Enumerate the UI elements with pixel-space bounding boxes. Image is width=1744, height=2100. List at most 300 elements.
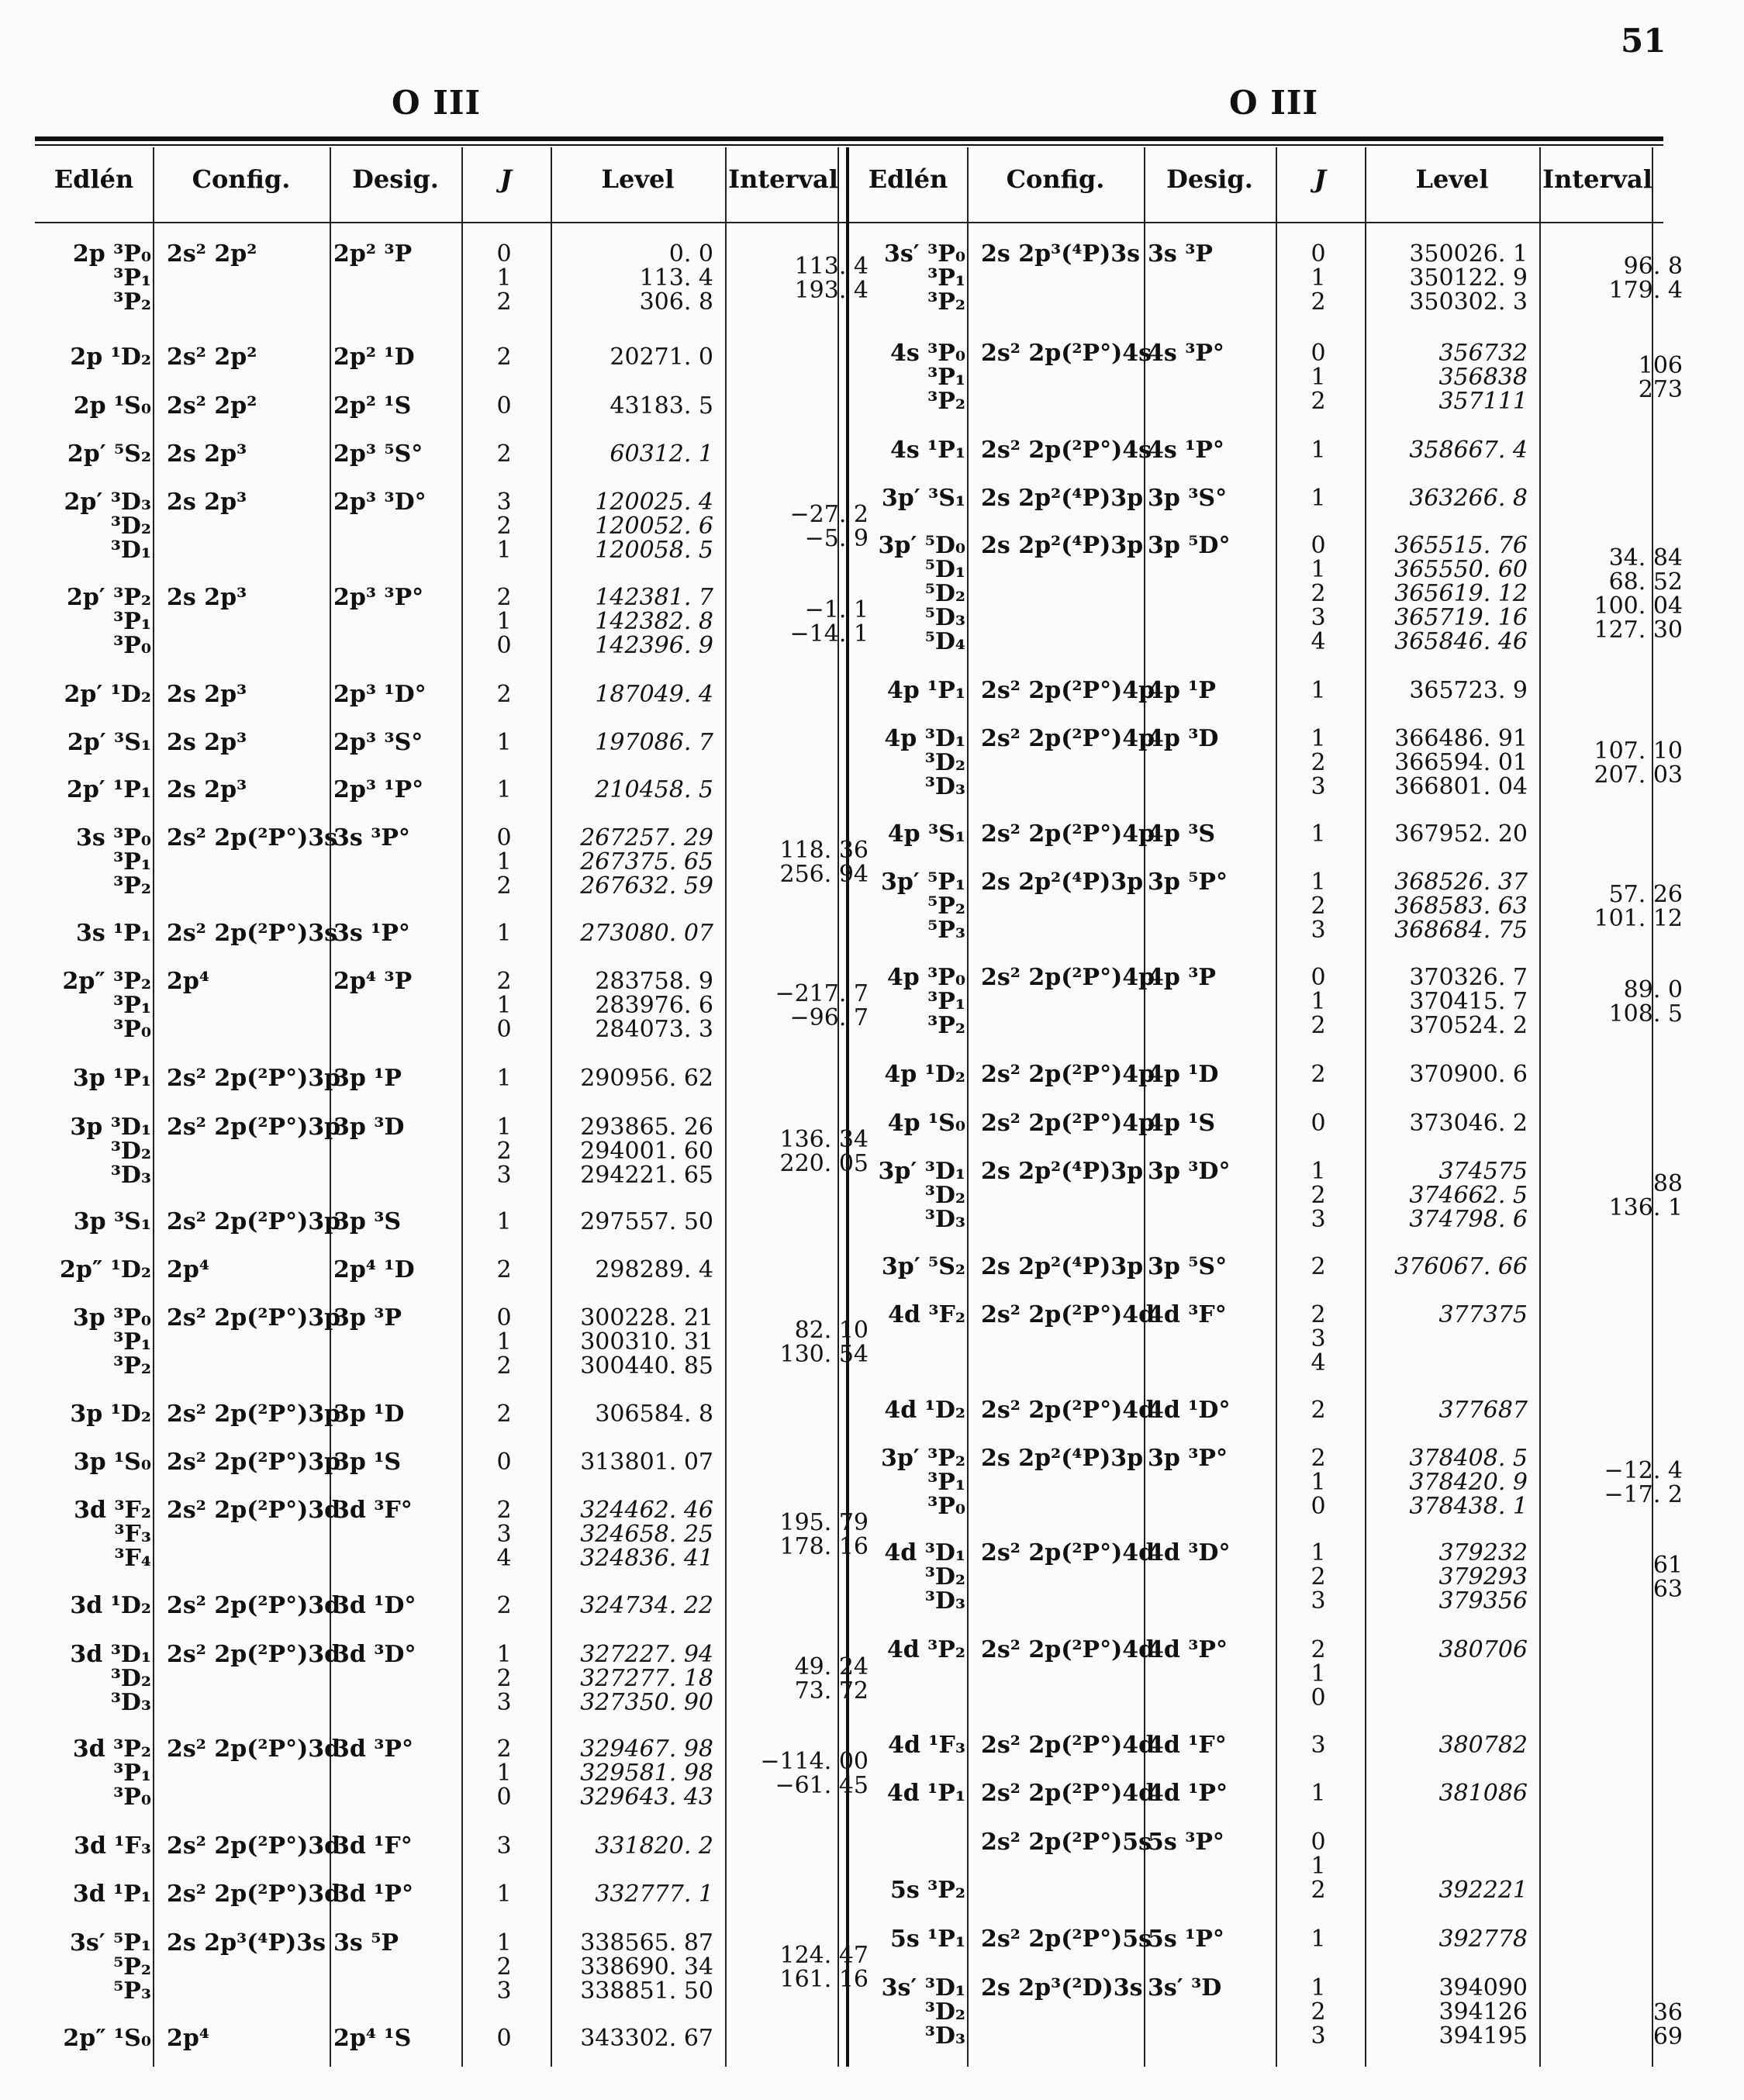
level-cell: 283976. 6 xyxy=(595,992,713,1019)
edlen-cell: ³P₁ xyxy=(927,364,965,391)
desig-cell: 3p ³D° xyxy=(1148,1158,1231,1185)
config-cell: 2s 2p²(⁴P)3p xyxy=(981,1445,1144,1472)
level-cell: 394090 xyxy=(1438,1974,1528,2002)
edlen-cell: 3p ³S₁ xyxy=(73,1208,151,1235)
j-cell: 4 xyxy=(1311,1349,1326,1376)
level-cell: 120025. 4 xyxy=(595,489,713,516)
energy-level-table-right xyxy=(849,147,1683,2067)
intv-cell: 36 xyxy=(1652,1999,1683,2026)
spectrum-title-left: O III xyxy=(392,84,482,122)
j-cell: 2 xyxy=(1311,288,1326,316)
j-cell: 2 xyxy=(496,1665,512,1692)
edlen-cell: 2p″ ¹S₀ xyxy=(63,2025,151,2052)
level-cell: 300310. 31 xyxy=(580,1328,713,1356)
intv-cell: −61. 45 xyxy=(775,1772,869,1799)
config-cell: 2s 2p²(⁴P)3p xyxy=(981,869,1144,896)
edlen-cell: 3p ¹P₁ xyxy=(72,1065,151,1092)
j-cell: 3 xyxy=(1311,1732,1326,1759)
level-cell: 366486. 91 xyxy=(1394,725,1528,752)
edlen-cell: ³P₁ xyxy=(113,1328,151,1356)
edlen-cell: 3d ¹D₂ xyxy=(70,1592,151,1619)
column-divider xyxy=(461,147,463,2067)
edlen-cell: ³F₄ xyxy=(114,1545,151,1572)
j-cell: 3 xyxy=(1311,1587,1326,1615)
config-cell: 2s² 2p(²P°)4d xyxy=(981,1397,1155,1424)
intv-cell: 68. 52 xyxy=(1608,568,1683,596)
level-cell: 327277. 18 xyxy=(580,1665,713,1692)
intv-cell: 61 xyxy=(1652,1552,1683,1579)
config-cell: 2s² 2p(²P°)4d xyxy=(981,1780,1155,1807)
column-header-interval: Interval xyxy=(1542,164,1652,194)
intv-cell: 57. 26 xyxy=(1608,881,1683,908)
level-cell: 329643. 43 xyxy=(580,1784,713,1811)
level-cell: 313801. 07 xyxy=(580,1449,713,1476)
desig-cell: 3p ¹D xyxy=(333,1401,405,1428)
level-cell: 378408. 5 xyxy=(1409,1445,1528,1472)
j-cell: 2 xyxy=(1311,1301,1326,1328)
level-cell: 379293 xyxy=(1438,1563,1528,1591)
level-cell: 365846. 46 xyxy=(1394,628,1528,655)
j-cell: 2 xyxy=(1311,1397,1326,1424)
config-cell: 2s² 2p(²P°)4p xyxy=(981,1110,1155,1137)
intv-cell: −17. 2 xyxy=(1604,1481,1683,1508)
j-cell: 3 xyxy=(1311,604,1326,631)
intv-cell: 73. 72 xyxy=(794,1677,869,1705)
j-cell: 2 xyxy=(496,584,512,611)
desig-cell: 3p ¹P xyxy=(333,1065,402,1092)
j-cell: 2 xyxy=(496,1497,512,1524)
page-number: 51 xyxy=(1621,22,1666,60)
config-cell: 2s² 2p(²P°)3d xyxy=(167,1832,341,1860)
level-cell: 142396. 9 xyxy=(595,632,713,659)
intv-cell: 106 xyxy=(1638,352,1683,379)
config-cell: 2s² 2p(²P°)3d xyxy=(167,1881,341,1908)
edlen-cell: 3s′ ³D₁ xyxy=(881,1974,965,2002)
column-divider xyxy=(153,147,154,2067)
config-cell: 2s² 2p(²P°)3s xyxy=(167,920,338,947)
desig-cell: 2p³ ³S° xyxy=(333,729,423,756)
level-cell: 380706 xyxy=(1438,1636,1528,1663)
intv-cell: −12. 4 xyxy=(1604,1457,1683,1484)
level-cell: 343302. 67 xyxy=(580,2025,713,2052)
j-cell: 1 xyxy=(1311,1469,1326,1496)
level-cell: 365515. 76 xyxy=(1394,532,1528,559)
intv-cell: 96. 8 xyxy=(1623,253,1683,280)
header-underline xyxy=(849,222,1663,223)
edlen-cell: ³D₃ xyxy=(110,1162,151,1189)
edlen-cell: 3d ³P₂ xyxy=(72,1736,151,1763)
edlen-cell: 3s′ ⁵P₁ xyxy=(70,1929,151,1957)
edlen-cell: 4d ¹P₁ xyxy=(886,1780,965,1807)
edlen-cell: 4s ¹P₁ xyxy=(889,437,965,464)
intv-cell: 34. 84 xyxy=(1608,544,1683,572)
j-cell: 3 xyxy=(1311,773,1326,800)
j-cell: 2 xyxy=(496,872,512,900)
column-header-config: Config. xyxy=(1006,164,1105,194)
desig-cell: 4d ¹P° xyxy=(1148,1780,1228,1807)
j-cell: 1 xyxy=(496,1641,512,1668)
level-cell: 368526. 37 xyxy=(1394,869,1528,896)
level-cell: 365723. 9 xyxy=(1409,677,1528,704)
config-cell: 2s² 2p(²P°)4p xyxy=(981,1061,1155,1088)
config-cell: 2s 2p³ xyxy=(167,489,247,516)
column-divider xyxy=(1365,147,1366,2067)
column-header-edlen: Edlén xyxy=(54,164,134,194)
intv-cell: −14. 1 xyxy=(789,620,869,648)
level-cell: 368583. 63 xyxy=(1394,893,1528,920)
edlen-cell: 3p ³P₀ xyxy=(72,1304,151,1331)
config-cell: 2s 2p²(⁴P)3p xyxy=(981,532,1144,559)
desig-cell: 3s ³P° xyxy=(333,824,410,851)
edlen-cell: ³D₂ xyxy=(110,1138,151,1165)
edlen-cell: ³D₃ xyxy=(924,1587,965,1615)
edlen-cell: 2p′ ³P₂ xyxy=(66,584,151,611)
j-cell: 1 xyxy=(1311,820,1326,848)
config-cell: 2s² 2p(²P°)3p xyxy=(167,1208,341,1235)
j-cell: 1 xyxy=(496,920,512,947)
column-header-config: Config. xyxy=(192,164,291,194)
edlen-cell: ³D₃ xyxy=(924,773,965,800)
level-cell: 284073. 3 xyxy=(595,1016,713,1043)
level-cell: 338851. 50 xyxy=(580,1977,713,2005)
edlen-cell: ⁵D₄ xyxy=(924,628,965,655)
level-cell: 324658. 25 xyxy=(580,1521,713,1548)
edlen-cell: ³P₀ xyxy=(113,1784,151,1811)
edlen-cell: 2p″ ³P₂ xyxy=(62,968,151,995)
level-cell: 367952. 20 xyxy=(1394,820,1528,848)
edlen-cell: 2p″ ¹D₂ xyxy=(60,1256,151,1283)
edlen-cell: 4d ³D₁ xyxy=(884,1539,965,1566)
edlen-cell: ⁵P₂ xyxy=(113,1953,151,1981)
j-cell: 0 xyxy=(496,1449,512,1476)
edlen-cell: ⁵D₃ xyxy=(924,604,965,631)
j-cell: 1 xyxy=(496,1065,512,1092)
desig-cell: 3s ¹P° xyxy=(333,920,410,947)
level-cell: 350302. 3 xyxy=(1409,288,1528,316)
desig-cell: 3s ³P xyxy=(1148,240,1213,268)
intv-cell: 69 xyxy=(1652,2023,1683,2050)
intv-cell: −96. 7 xyxy=(789,1004,869,1031)
j-cell: 3 xyxy=(1311,1206,1326,1233)
edlen-cell: 4s ³P₀ xyxy=(889,340,965,367)
desig-cell: 4d ¹D° xyxy=(1148,1397,1231,1424)
intv-cell: 113. 4 xyxy=(794,253,869,280)
desig-cell: 5s ³P° xyxy=(1148,1829,1224,1856)
level-cell: 142381. 7 xyxy=(595,584,713,611)
config-cell: 2s² 2p(²P°)5s xyxy=(981,1829,1152,1856)
level-cell: 306584. 8 xyxy=(595,1401,713,1428)
level-cell: 338565. 87 xyxy=(580,1929,713,1957)
intv-cell: 49. 24 xyxy=(794,1653,869,1680)
j-cell: 2 xyxy=(1311,1877,1326,1904)
edlen-cell: 5s ¹P₁ xyxy=(889,1926,965,1953)
column-header-j: J xyxy=(1314,164,1327,194)
j-cell: 4 xyxy=(496,1545,512,1572)
j-cell: 1 xyxy=(1311,1158,1326,1185)
edlen-cell: 4p ¹S₀ xyxy=(887,1110,965,1137)
j-cell: 3 xyxy=(1311,1325,1326,1352)
config-cell: 2s 2p³ xyxy=(167,776,247,803)
j-cell: 2 xyxy=(496,1138,512,1165)
intv-cell: 101. 12 xyxy=(1594,905,1683,932)
j-cell: 1 xyxy=(1311,1539,1326,1566)
edlen-cell: ³P₀ xyxy=(113,1016,151,1043)
edlen-cell: 4d ³F₂ xyxy=(888,1301,965,1328)
edlen-cell: 2p′ ⁵S₂ xyxy=(67,440,151,468)
level-cell: 358667. 4 xyxy=(1409,437,1528,464)
j-cell: 2 xyxy=(1311,1563,1326,1591)
column-header-edlen: Edlén xyxy=(868,164,948,194)
edlen-cell: 2p ³P₀ xyxy=(72,240,151,268)
edlen-cell: ³D₂ xyxy=(924,749,965,776)
j-cell: 1 xyxy=(1311,437,1326,464)
edlen-cell: 4p ³S₁ xyxy=(887,820,965,848)
desig-cell: 4p ¹D xyxy=(1148,1061,1219,1088)
j-cell: 0 xyxy=(1311,532,1326,559)
edlen-cell: 3s′ ³P₀ xyxy=(884,240,965,268)
j-cell: 2 xyxy=(496,1592,512,1619)
edlen-cell: 3d ¹P₁ xyxy=(72,1881,151,1908)
j-cell: 1 xyxy=(496,1328,512,1356)
column-header-j: J xyxy=(499,164,513,194)
edlen-cell: 2p ¹S₀ xyxy=(73,392,151,420)
desig-cell: 2p³ ⁵S° xyxy=(333,440,423,468)
config-cell: 2s² 2p(²P°)4p xyxy=(981,677,1155,704)
j-cell: 1 xyxy=(1311,988,1326,1015)
intv-cell: 124. 47 xyxy=(779,1942,869,1969)
j-cell: 1 xyxy=(1311,485,1326,512)
edlen-cell: 3d ³D₁ xyxy=(70,1641,151,1668)
column-divider xyxy=(1539,147,1541,2067)
edlen-cell: ³P₂ xyxy=(927,288,965,316)
j-cell: 0 xyxy=(1311,964,1326,991)
level-cell: 120052. 6 xyxy=(595,513,713,540)
j-cell: 0 xyxy=(1311,1829,1326,1856)
j-cell: 0 xyxy=(496,1304,512,1331)
config-cell: 2s² 2p(²P°)4d xyxy=(981,1732,1155,1759)
level-cell: 377375 xyxy=(1438,1301,1528,1328)
level-cell: 267257. 29 xyxy=(580,824,713,851)
desig-cell: 3s′ ³D xyxy=(1148,1974,1222,2002)
level-cell: 329467. 98 xyxy=(580,1736,713,1763)
j-cell: 1 xyxy=(496,537,512,564)
level-cell: 329581. 98 xyxy=(580,1760,713,1787)
intv-cell: 88 xyxy=(1652,1170,1683,1197)
intv-cell: 273 xyxy=(1638,376,1683,403)
level-cell: 294221. 65 xyxy=(580,1162,713,1189)
desig-cell: 3d ¹F° xyxy=(333,1832,413,1860)
config-cell: 2s² 2p(²P°)3p xyxy=(167,1114,341,1141)
level-cell: 306. 8 xyxy=(639,288,713,316)
j-cell: 2 xyxy=(1311,1182,1326,1209)
desig-cell: 3p ¹S xyxy=(333,1449,402,1476)
desig-cell: 4p ³D xyxy=(1148,725,1219,752)
desig-cell: 2p⁴ ¹S xyxy=(333,2025,412,2052)
desig-cell: 3d ¹P° xyxy=(333,1881,413,1908)
level-cell: 43183. 5 xyxy=(610,392,713,420)
level-cell: 379232 xyxy=(1438,1539,1528,1566)
level-cell: 294001. 60 xyxy=(580,1138,713,1165)
j-cell: 2 xyxy=(496,513,512,540)
edlen-cell: 2p′ ³D₃ xyxy=(64,489,151,516)
desig-cell: 2p² ¹S xyxy=(333,392,412,420)
header-underline xyxy=(35,222,846,223)
level-cell: 380782 xyxy=(1438,1732,1528,1759)
level-cell: 378438. 1 xyxy=(1409,1493,1528,1520)
j-cell: 1 xyxy=(496,264,512,292)
level-cell: 374575 xyxy=(1438,1158,1528,1185)
edlen-cell: ³P₁ xyxy=(927,988,965,1015)
j-cell: 2 xyxy=(1311,388,1326,415)
level-cell: 379356 xyxy=(1438,1587,1528,1615)
level-cell: 366594. 01 xyxy=(1394,749,1528,776)
desig-cell: 2p² ³P xyxy=(333,240,413,268)
config-cell: 2p⁴ xyxy=(167,1256,209,1283)
intv-cell: 220. 05 xyxy=(779,1150,869,1177)
desig-cell: 3d ³P° xyxy=(333,1736,413,1763)
intv-cell: 130. 54 xyxy=(779,1341,869,1368)
level-cell: 120058. 5 xyxy=(595,537,713,564)
j-cell: 2 xyxy=(1311,1061,1326,1088)
j-cell: 0 xyxy=(496,824,512,851)
desig-cell: 3p ⁵P° xyxy=(1148,869,1228,896)
level-cell: 370326. 7 xyxy=(1409,964,1528,991)
config-cell: 2s² 2p(²P°)4p xyxy=(981,725,1155,752)
level-cell: 273080. 07 xyxy=(580,920,713,947)
j-cell: 3 xyxy=(496,1689,512,1716)
edlen-cell: 5s ³P₂ xyxy=(889,1877,965,1904)
edlen-cell: ³P₁ xyxy=(113,848,151,876)
config-cell: 2s² 2p(²P°)4s xyxy=(981,437,1152,464)
config-cell: 2s² 2p(²P°)4d xyxy=(981,1301,1155,1328)
j-cell: 0 xyxy=(496,392,512,420)
config-cell: 2s² 2p(²P°)3p xyxy=(167,1304,341,1331)
edlen-cell: ³D₂ xyxy=(924,1182,965,1209)
desig-cell: 4d ¹F° xyxy=(1148,1732,1227,1759)
edlen-cell: ³D₂ xyxy=(924,1998,965,2026)
j-cell: 1 xyxy=(1311,869,1326,896)
column-header-level: Level xyxy=(601,164,675,194)
edlen-cell: ³P₀ xyxy=(927,1493,965,1520)
level-cell: 267375. 65 xyxy=(580,848,713,876)
level-cell: 20271. 0 xyxy=(610,344,713,371)
edlen-cell: 4p ¹D₂ xyxy=(884,1061,965,1088)
level-cell: 363266. 8 xyxy=(1409,485,1528,512)
j-cell: 1 xyxy=(496,729,512,756)
level-cell: 332777. 1 xyxy=(595,1881,713,1908)
edlen-cell: ³D₂ xyxy=(110,513,151,540)
level-cell: 197086. 7 xyxy=(595,729,713,756)
config-cell: 2s² 2p(²P°)4d xyxy=(981,1539,1155,1566)
desig-cell: 3d ³F° xyxy=(333,1497,413,1524)
intv-cell: −114. 00 xyxy=(760,1748,869,1775)
intv-cell: 193. 4 xyxy=(794,277,869,304)
j-cell: 0 xyxy=(1311,1493,1326,1520)
edlen-cell: ³P₁ xyxy=(927,1469,965,1496)
level-cell: 356732 xyxy=(1438,340,1528,367)
j-cell: 2 xyxy=(1311,1012,1326,1039)
intv-cell: 118. 36 xyxy=(779,837,869,864)
desig-cell: 3s ⁵P xyxy=(333,1929,399,1957)
config-cell: 2s² 2p(²P°)3p xyxy=(167,1065,341,1092)
j-cell: 1 xyxy=(1311,1660,1326,1687)
intv-cell: −217. 7 xyxy=(775,980,869,1007)
j-cell: 1 xyxy=(1311,725,1326,752)
j-cell: 3 xyxy=(496,1977,512,2005)
top-rule-thin xyxy=(35,144,1663,146)
j-cell: 2 xyxy=(1311,1636,1326,1663)
config-cell: 2s 2p³ xyxy=(167,584,247,611)
edlen-cell: ³P₁ xyxy=(927,264,965,292)
desig-cell: 4d ³P° xyxy=(1148,1636,1228,1663)
intv-cell: 100. 04 xyxy=(1594,592,1683,620)
level-cell: 327350. 90 xyxy=(580,1689,713,1716)
j-cell: 1 xyxy=(496,1114,512,1141)
intv-cell: 127. 30 xyxy=(1594,617,1683,644)
edlen-cell: 4d ¹D₂ xyxy=(884,1397,965,1424)
edlen-cell: 4d ³P₂ xyxy=(886,1636,965,1663)
level-cell: 394126 xyxy=(1438,1998,1528,2026)
edlen-cell: ⁵P₃ xyxy=(113,1977,151,2005)
j-cell: 1 xyxy=(496,848,512,876)
intv-cell: −5. 9 xyxy=(804,525,869,552)
j-cell: 1 xyxy=(496,992,512,1019)
level-cell: 368684. 75 xyxy=(1394,917,1528,944)
j-cell: 0 xyxy=(496,240,512,268)
edlen-cell: 3s ¹P₁ xyxy=(75,920,151,947)
j-cell: 2 xyxy=(1311,1445,1326,1472)
edlen-cell: 3p′ ⁵P₁ xyxy=(880,869,965,896)
config-cell: 2s 2p³(²D)3s xyxy=(981,1974,1143,2002)
j-cell: 2 xyxy=(496,681,512,708)
edlen-cell: ³P₂ xyxy=(113,872,151,900)
desig-cell: 2p⁴ ¹D xyxy=(333,1256,415,1283)
edlen-cell: ³P₂ xyxy=(927,388,965,415)
edlen-cell: 3p ³D₁ xyxy=(70,1114,151,1141)
level-cell: 327227. 94 xyxy=(580,1641,713,1668)
j-cell: 1 xyxy=(496,1208,512,1235)
desig-cell: 4d ³F° xyxy=(1148,1301,1227,1328)
config-cell: 2p⁴ xyxy=(167,968,209,995)
level-cell: 373046. 2 xyxy=(1409,1110,1528,1137)
edlen-cell: 3d ³F₂ xyxy=(74,1497,151,1524)
column-divider xyxy=(1276,147,1277,2067)
column-header-level: Level xyxy=(1415,164,1489,194)
intv-cell: 161. 16 xyxy=(779,1966,869,1993)
level-cell: 366801. 04 xyxy=(1394,773,1528,800)
desig-cell: 4p ¹P xyxy=(1148,677,1216,704)
j-cell: 0 xyxy=(1311,340,1326,367)
j-cell: 0 xyxy=(1311,1684,1326,1711)
config-cell: 2s 2p³(⁴P)3s xyxy=(981,240,1141,268)
edlen-cell: 4p ³P₀ xyxy=(886,964,965,991)
column-divider xyxy=(1144,147,1145,2067)
edlen-cell: 3p′ ³P₂ xyxy=(880,1445,965,1472)
j-cell: 2 xyxy=(1311,1253,1326,1280)
config-cell: 2s 2p²(⁴P)3p xyxy=(981,1158,1144,1185)
j-cell: 0 xyxy=(1311,1110,1326,1137)
config-cell: 2s² 2p(²P°)3d xyxy=(167,1736,341,1763)
intv-cell: 256. 94 xyxy=(779,861,869,888)
j-cell: 2 xyxy=(1311,580,1326,607)
j-cell: 2 xyxy=(1311,893,1326,920)
desig-cell: 3p ³S xyxy=(333,1208,402,1235)
j-cell: 2 xyxy=(496,968,512,995)
edlen-cell: 2p′ ¹D₂ xyxy=(64,681,151,708)
level-cell: 267632. 59 xyxy=(580,872,713,900)
top-rule-thick xyxy=(35,136,1663,141)
intv-cell: 89. 0 xyxy=(1623,976,1683,1003)
